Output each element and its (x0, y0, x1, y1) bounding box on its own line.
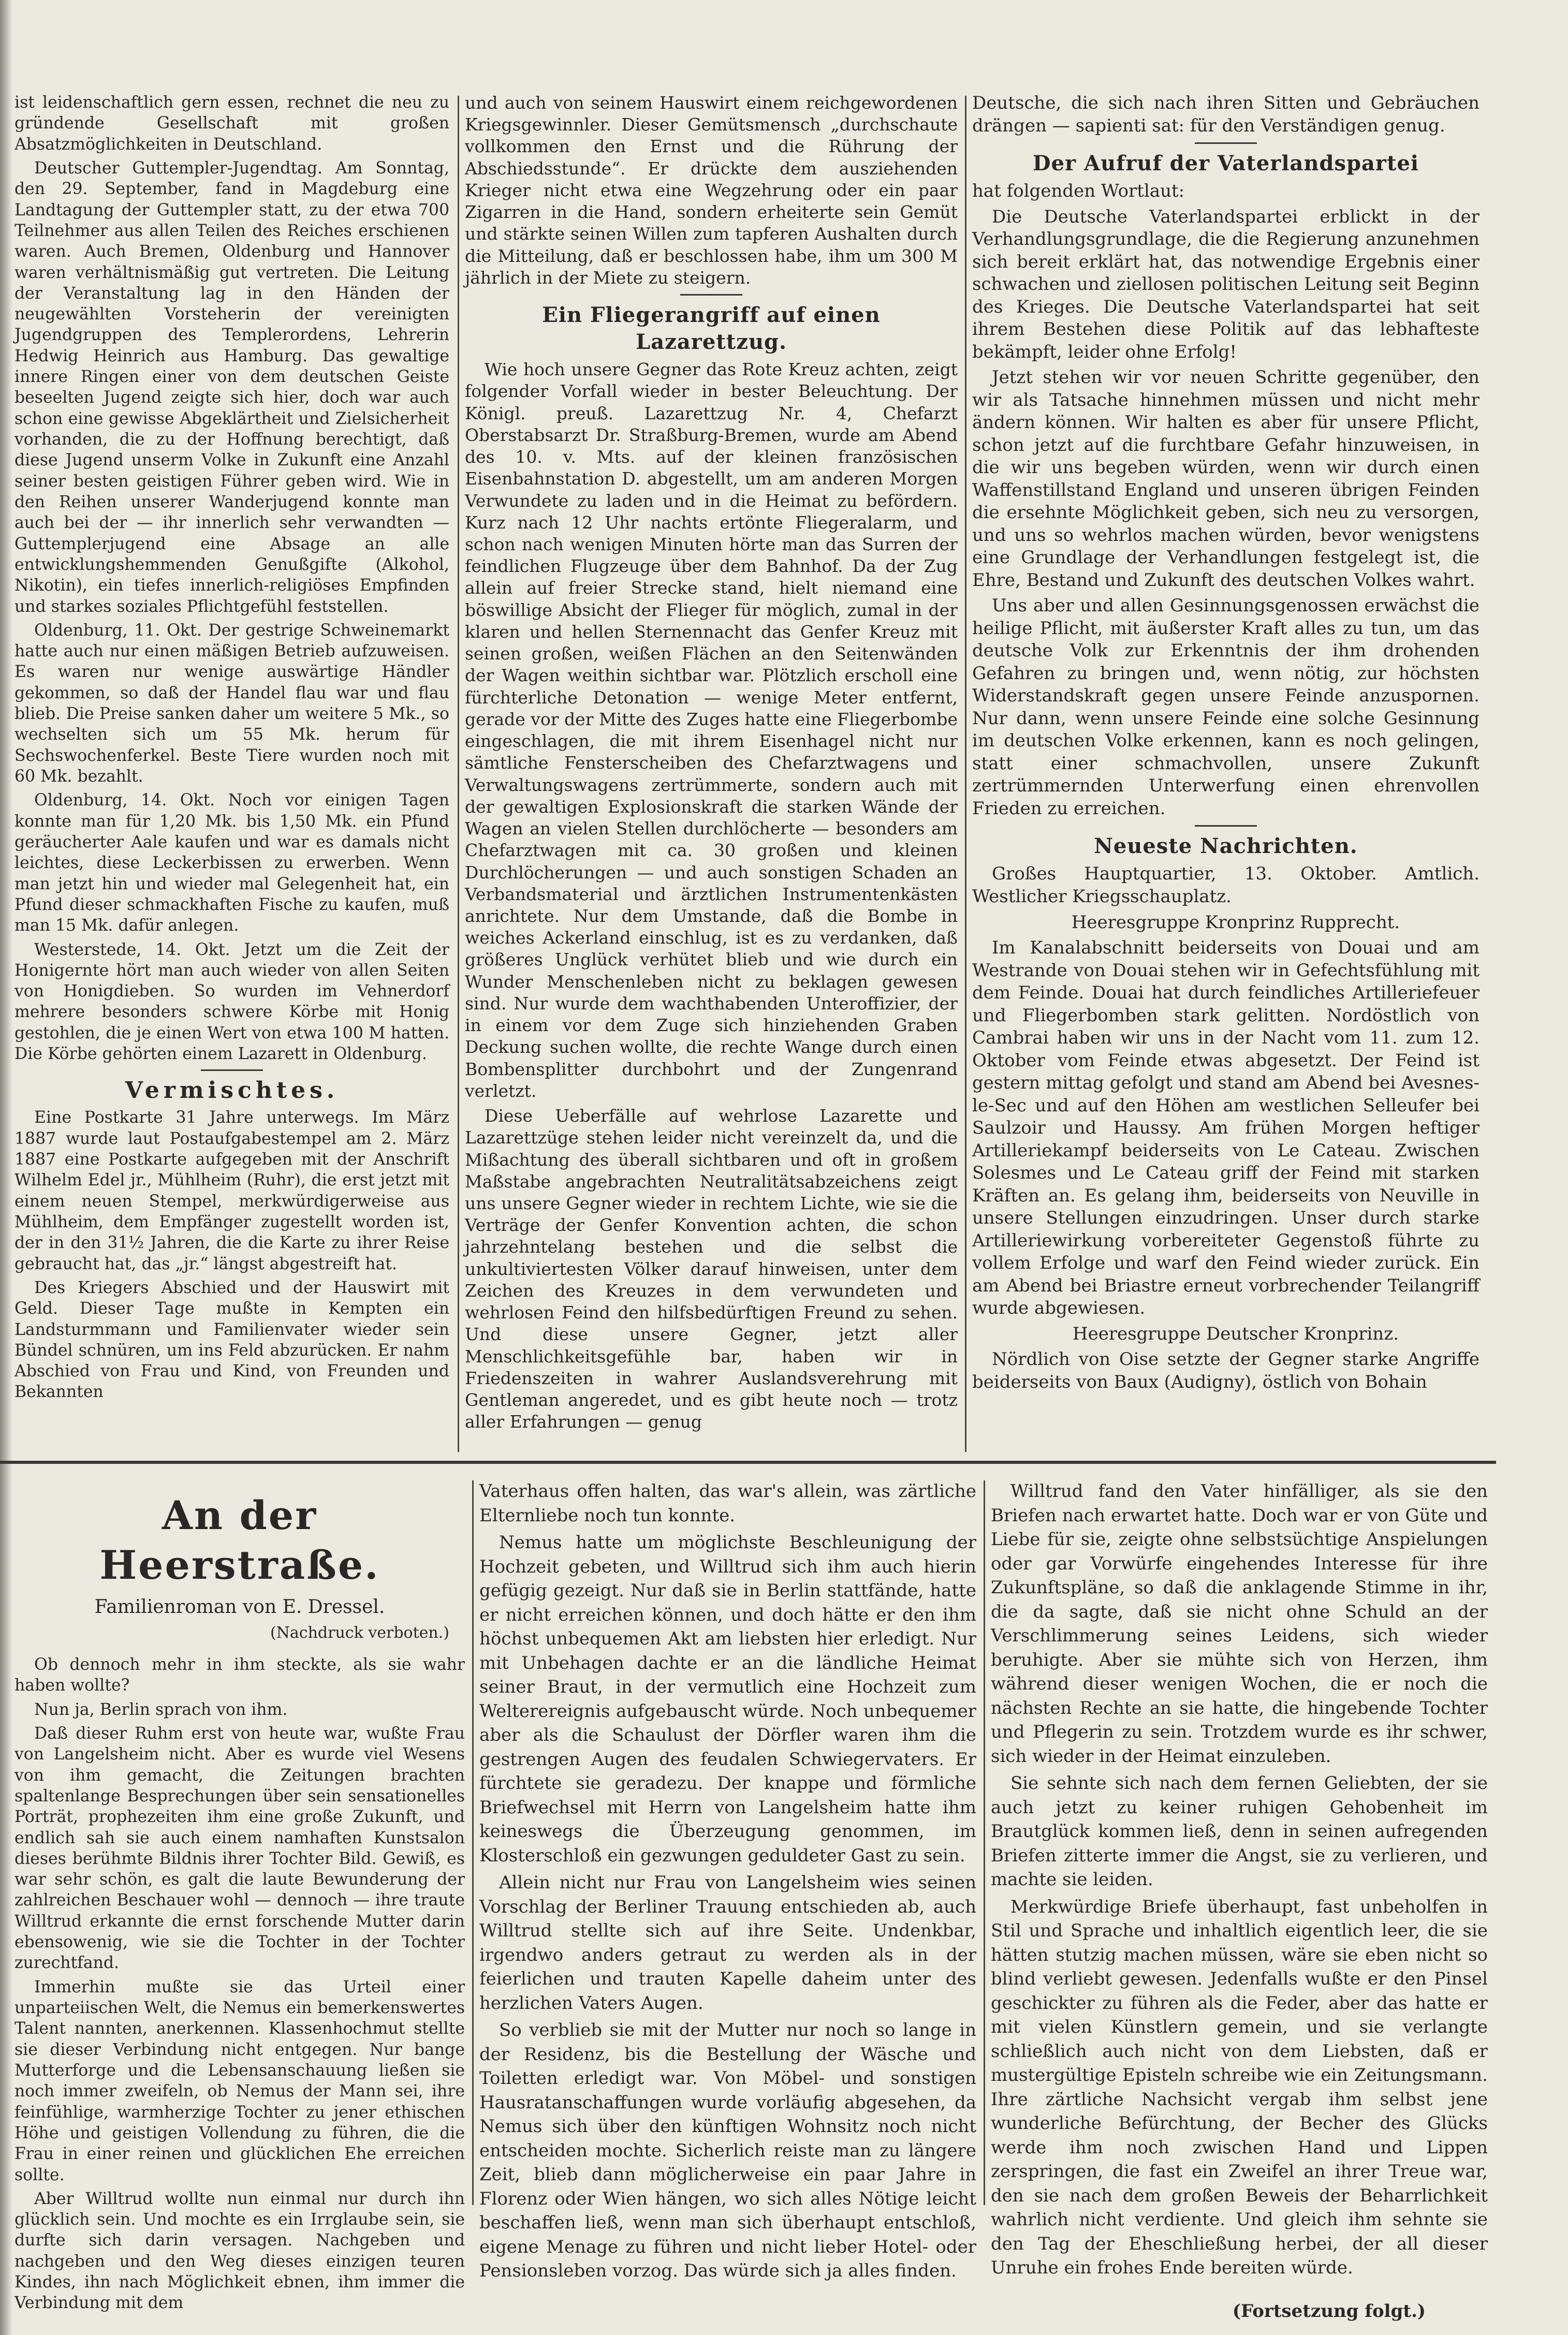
serial-column-3 (991, 1479, 1488, 2322)
column-rule (965, 96, 966, 1452)
article-paragraph: Daß dieser Ruhm erst von heute war, wußte Frau von Langelsheim nicht. Aber es wurde viel Wesens von ihm gemacht, die Zeitungen brachten spaltenlange Besprechungen über sein sensationelles Porträt, prophezeiten ihm eine große Zukunft, und endlich sah sie auch einem namhaften Kunstsalon dieses berühmte Bildnis ihrer Tochter Bild. Gewiß, es war sehr schön, es galt die laute Bewunderung der zahlreichen Beschauer wohl — dennoch — ihre traute Willtrud erkannte die ernst forschende Mutter darin ebensowenig, wie sie die Tochter in der Tochter zurechtfand. (14, 1724, 465, 1973)
continued-note: (Fortsetzung folgt.) (1232, 2300, 1426, 2322)
article-paragraph: Eine Postkarte 31 Jahre unterwegs. Im März 1887 wurde laut Postaufgabestempel am 2. März 1887 eine Postkarte aufgegeben mit der Anschrift Wilhelm Edel jr., Mühlheim (Ruhr), die erst jetzt mit einem neuen Stempel, merkwürdigerweise aus Mühlheim, dem Empfänger zugestellt worden ist, der in den 31½ Jahren, die die Karte zu ihrer Reise gebraucht hat, das „jr.“ längst abgestreift hat. (14, 1108, 449, 1273)
article-separator (1195, 825, 1257, 827)
upper-column-3 (972, 92, 1479, 1397)
article-paragraph: Oldenburg, 11. Okt. Der gestrige Schweinemarkt hatte auch nur einen mäßigen Betrieb aufzuweisen. Es waren nur wenige auswärtige Händler gekommen, so daß der Handel flau war und flau blieb. Die Preise sanken daher um weitere 5 Mk., so wechselten sich um 55 Mk. herum für Sechswochenferkel. Beste Tiere wurden noch mit 60 Mk. bezahlt. (14, 621, 449, 786)
article-paragraph: Die Deutsche Vaterlandspartei erblickt in der Verhandlungsgrundlage, die die Regierung anzunehmen sich bereit erklärt hat, das notwendige Ergebnis einer schwachen und ziellosen politischen Leitung seit Beginn des Krieges. Die Deutsche Vaterlandspartei hat seit ihrem Bestehen diese Politik auf das lebhafteste bekämpft, leider ohne Erfolg! (972, 206, 1479, 362)
article-paragraph: Aber Willtrud wollte nun einmal nur durch ihn glücklich sein. Und mochte es ein Irrglaube sein, sie durfte sich darin versagen. Nachgeben und nachgeben und den Weg dieses einzigen teuren Kindes, ihn nach Möglichkeit ebnen, ihm immer die Verbindung mit dem (14, 2189, 465, 2313)
reprint-note: (Nachdruck verboten.) (270, 1624, 449, 1642)
column-rule (984, 1480, 985, 2205)
article-paragraph: Im Kanalabschnitt beiderseits von Douai und am Westrande von Douai stehen wir in Gefechtsfühlung mit dem Feinde. Douai hat durch feindliches Artilleriefeuer und Fliegerbomben stark gelitten. Nordöstlich von Cambrai haben wir uns in der Nacht vom 11. zum 12. Oktober vom Feinde etwas abgesetzt. Der Feind ist gestern mittag gefolgt und stand am Abend bei Avesnes-le-Sec und auf den Höhen am westlichen Selleufer bei Saulzoir und Haussy. Am frühen Morgen heftiger Artilleriekampf beiderseits von Le Cateau. Zwischen Solesmes und Le Cateau griff der Feind mit starken Kräften an. Es gelang ihm, beiderseits von Neuville in unsere Stellungen einzudringen. Unser durch starke Artilleriewirkung vorbereiteter Gegenstoß führte zu vollem Erfolge und warf den Feind wieder zurück. Ein am Abend bei Briastre erneut vorbrechender Teilangriff wurde abgewiesen. (972, 937, 1479, 1319)
serial-subtitle: Familienroman von E. Dressel. (94, 1596, 385, 1618)
article-paragraph: Großes Hauptquartier, 13. Oktober. Amtlich. Westlicher Kriegsschauplatz. (972, 863, 1479, 907)
article-paragraph: Deutsche, die sich nach ihren Sitten und Gebräuchen drängen — sapienti sat: für den Verständigen genug. (972, 93, 1479, 136)
article-heading: Der Aufruf der Vaterlandspartei (1032, 151, 1419, 176)
article-paragraph: Jetzt stehen wir vor neuen Schritte gegenüber, den wir als Tatsache hinnehmen müssen und nicht mehr ändern können. Wir halten es aber für unsere Pflicht, schon jetzt auf die furchtbare Gefahr hinzuweisen, in die wir uns begeben würden, wenn wir durch einen Waffenstillstand England und unseren übrigen Feinden die ersehnte Möglichkeit geben, sich neu zu versorgen, und uns so wehrlos machen würden, bevor wenigstens eine Grundlage der Verhandlungen festgelegt ist, die Ehre, Bestand und Zukunft des deutschen Volkes wahrt. (972, 367, 1479, 591)
article-paragraph: Heeresgruppe Deutscher Kronprinz. (1072, 1323, 1399, 1344)
upper-column-2 (465, 92, 958, 1436)
article-separator (680, 294, 742, 296)
article-paragraph: Heeresgruppe Kronprinz Rupprecht. (1071, 912, 1400, 933)
column-rule (458, 96, 459, 1452)
article-paragraph: Ob dennoch mehr in ihm steckte, als sie wahr haben wollte? (14, 1655, 465, 1695)
article-paragraph: Westerstede, 14. Okt. Jetzt um die Zeit der Honigernte hört man auch wieder von allen Seiten von Honigdieben. So wurden im Vehnerdorf mehrere besonders schwere Körbe mit Honig gestohlen, die je einen Wert von etwa 100 M hatten. Die Körbe gehörten einem Lazarett in Oldenburg. (14, 940, 449, 1064)
article-separator (1195, 142, 1257, 144)
article-paragraph: Diese Ueberfälle auf wehrlose Lazarette und Lazarettzüge stehen leider nicht vereinzelt da, und die Mißachtung des überall sichtbaren und oft in großem Maßstabe angebrachten Neutralitätsabzeichens zeigt uns unsere Gegner wieder in rechtem Lichte, wie sie die Verträge der Genfer Konvention achten, die schon jahrzehntelang bestehen und die selbst die unkultiviertesten Völker darauf hinweisen, unter dem Zeichen des Kreuzes in dem verwundeten und wehrlosen Feind den hilfsbedürftigen Freund zu sehen. Und diese unsere Gegner, jetzt aller Menschlichkeitsgefühle bar, haben wir in Friedenszeiten in wahrer Auslandsverehrung mit Gentleman angeredet, und es gibt heute noch — trotz aller Erfahrungen — genug (465, 1106, 958, 1432)
article-paragraph: Des Kriegers Abschied und der Hauswirt mit Geld. Dieser Tage mußte in Kempten ein Landsturmmann und Familienvater wieder sein Bündel schnüren, um ins Feld abzurücken. Er nahm Abschied von Frau und Kind, von Freunden und Bekannten (14, 1278, 449, 1402)
section-divider (0, 1461, 1496, 1464)
article-paragraph: und auch von seinem Hauswirt einem reichgewordenen Kriegsgewinnler. Dieser Gemütsmensch „durchschaute vollkommen den Ernst und die Rührung der Abschiedsstunde“. Er drückte dem ausziehenden Krieger nicht etwa eine Wegzehrung oder ein paar Zigarren in die Hand, sondern erheiterte sein Gemüt und stärkte seinen Willen zum tapferen Aushalten durch die Mitteilung, daß er beschlossen habe, ihm um 300 M jährlich in der Miete zu steigern. (465, 93, 958, 288)
article-paragraph: Wie hoch unsere Gegner das Rote Kreuz achten, zeigt folgender Vorfall wieder in bester Beleuchtung. Der Königl. preuß. Lazarettzug Nr. 4, Chefarzt Oberstabsarzt Dr. Straßburg-Bremen, wurde am Abend des 10. v. Mts. auf der kleinen französischen Eisenbahnstation D. abgestellt, um am anderen Morgen Verwundete zu laden und in die Heimat zu befördern. Kurz nach 12 Uhr nachts ertönte Fliegeralarm, und schon nach wenigen Minuten hörte man das Surren der feindlichen Flugzeuge über dem Bahnhof. Da der Zug allein auf freier Strecke stand, hielt niemand eine böswillige Absicht der Flieger für möglich, zumal in der klaren und hellen Sternennacht das Genfer Kreuz mit seinen großen, weißen Flächen an den Seitenwänden der Wagen weithin sichtbar war. Plötzlich erscholl eine fürchterliche Detonation — wenige Meter entfernt, gerade vor der Mitte des Zuges hatte eine Fliegerbombe eingeschlagen, die mit ihrem Eisenhagel nicht nur sämtliche Fensterscheiben des Chefarztwagens und Verwaltungswagens zertrümmerte, sondern auch mit der gewaltigen Explosionskraft die starken Wände der Wagen an vielen Stellen durchlöcherte — besonders am Chefarztwagen mit ca. 30 großen und kleinen Durchlöcherungen — und auch sonstigen Schaden an Verbandsmaterial und ärztlichen Instrumentenkästen anrichtete. Nur dem Umstande, daß die Bombe in weiches Ackerland einschlug, ist es zu verdanken, daß größeres Unglück verhütet blieb und wie durch ein Wunder Menschenleben nicht zu beklagen gewesen sind. Nur wurde dem wachthabenden Unteroffizier, der in einem vor dem Zuge sich hinziehenden Graben Deckung suchen wollte, die rechte Wange durch einen Bombensplitter durchbohrt und der Zungenrand verletzt. (465, 359, 958, 1101)
article-paragraph: Vaterhaus offen halten, das war's allein, was zärtliche Elternliebe noch tun konnte. (479, 1481, 976, 1526)
article-paragraph: ist leidenschaftlich gern essen, rechnet die neu zu gründende Gesellschaft mit großen Absatzmöglichkeiten in Deutschland. (14, 93, 449, 154)
article-paragraph: Deutscher Guttempler-Jugendtag. Am Sonntag, den 29. September, fand in Magdeburg eine Landtagung der Guttempler statt, zu der etwa 700 Teilnehmer aus allen Teilen des Reiches erschienen waren. Auch Bremen, Oldenburg und Hannover waren verhältnismäßig gut vertreten. Die Leitung der Veranstaltung lag in den Händen der neugewählten Vorsteherin der vereinigten Jugendgruppen des Templerordens, Lehrerin Hedwig Heinrich aus Hamburg. Das gewaltige innere Ringen einer von dem deutschen Geiste beseelten Jugend zeigte sich hier, doch war auch schon eine gewisse Abgeklärtheit und Zielsicherheit vorhanden, die zu der Hoffnung berechtigt, daß diese Jugend unserm Volke in Zukunft eine Anzahl seiner besten geistigen Führer geben wird. Wie in den Reihen unserer Wanderjugend konnte man auch bei der — ihr innerlich sehr verwandten — Guttemplerjugend eine Absage an alle entwicklungshemmenden Genußgifte (Alkohol, Nikotin), ein tiefes innerlich-religiöses Empfinden und starkes soziales Pflichtgefühl feststellen. (14, 158, 449, 616)
article-paragraph: hat folgenden Wortlaut: (972, 181, 1185, 202)
article-paragraph: Merkwürdige Briefe überhaupt, fast unbeholfen in Stil und Sprache und inhaltlich eigentlich leer, die sie hätten stutzig machen müssen, wäre sie eben nicht so blind verliebt gewesen. Jedenfalls wußte er den Pinsel geschickter zu führen als die Feder, aber das hatte er mit vielen Künstlern gemein, und sie verlangte schließlich auch nicht von dem Liebsten, daß er mustergültige Episteln schreibe wie ein Zeitungsmann. Ihre zärtliche Nachsicht vergab ihm selbst jene wunderliche Befürchtung, der Becher des Glücks werde ihm noch zwischen Hand und Lippen zerspringen, die fast ein Zweifel an ihrer Treue war, den sie nach dem großen Beweis der Beharrlichkeit wahrlich nicht verdiente. Und gleich ihm sehnte sie den Tag der Eheschließung herbei, der all dieser Unruhe ein frohes Ende bereiten würde. (991, 1896, 1488, 2278)
column-rule (472, 1480, 474, 2205)
article-paragraph: Uns aber und allen Gesinnungsgenossen erwächst die heilige Pflicht, mit äußerster Kraft alles zu tun, um das deutsche Volk zur Erkenntnis der ihm drohenden Gefahren zu bringen und, wenn nötig, zur höchsten Widerstandskraft gegen unsere Feinde anzuspornen. Nur dann, wenn unsere Feinde eine solche Gesinnung im deutschen Volke erkennen, kann es noch gelingen, statt einer schmachvollen, unsere Zukunft zertrümmernden Unterwerfung einen ehrenvollen Frieden zu erreichen. (972, 595, 1479, 819)
article-paragraph: So verblieb sie mit der Mutter nur noch so lange in der Residenz, bis die Bestellung der Wäsche und Toiletten erledigt war. Von Möbel- und sonstigen Hausratanschaffungen wurde vorläufig abgesehen, da Nemus sich über den künftigen Wohnsitz noch nicht entscheiden mochte. Sicherlich reiste man zu längere Zeit, blieb dann möglicherweise ein paar Jahre in Florenz oder Wien hängen, wo sich alles Nötige leicht beschaffen ließ, wenn man sich überhaupt entschloß, eigene Menage zu führen und nicht lieber Hotel- oder Pensionsleben vorzog. Das würde sich ja alles finden. (479, 2020, 976, 2281)
serial-column-1 (14, 1480, 465, 2317)
upper-column-1 (14, 92, 449, 1406)
article-paragraph: Nemus hatte um möglichste Beschleunigung der Hochzeit gebeten, und Willtrud sich ihm auch hierin gefügig gezeigt. Nur daß sie in Berlin stattfände, hatte er nicht erreichen können, und doch hätte er den ihm höchst unbequemen Akt am liebsten hier erledigt. Nur mit Unbehagen dachte er an die ländliche Heimat seiner Braut, in der vermutlich eine Hochzeit zum Welterereignis aufgebauscht würde. Noch unbequemer aber als die Schaulust der Dörfler waren ihm die gestrengen Augen des feudalen Schwiegervaters. Er fürchtete sie geradezu. Der knappe und förmliche Briefwechsel mit Herrn von Langelsheim hatte ihm keineswegs die Überzeugung genommen, im Klosterschloß ein gezwungen geduldeter Gast zu sein. (479, 1532, 976, 1866)
article-paragraph: Oldenburg, 14. Okt. Noch vor einigen Tagen konnte man für 1,20 Mk. bis 1,50 Mk. ein Pfund geräucherter Aale kaufen und war es damals nicht leichtes, diese Leckerbissen zu erwerben. Wenn man jetzt hin und wieder mal Gelegenheit hat, ein Pfund dieser schmackhaften Fische zu kaufen, muß man 15 Mk. dafür anlegen. (14, 791, 449, 935)
article-paragraph: Nördlich von Oise setzte der Gegner starke Angriffe beiderseits von Baux (Audigny), östlich von Bohain (972, 1349, 1479, 1392)
article-heading: Neueste Nachrichten. (1094, 834, 1358, 859)
page-edge-shadow (0, 0, 12, 2335)
article-paragraph: Sie sehnte sich nach dem fernen Geliebten, der sie auch jetzt zu keiner ruhigen Gehobenheit im Brautglück kommen ließ, denn in seinen aufregenden Briefen zitterte immer die Angst, sie zu verlieren, und machte sie leiden. (991, 1773, 1488, 1890)
serial-title: An der Heerstraße. (99, 1492, 380, 1588)
serial-column-2 (479, 1479, 976, 2286)
article-paragraph: Immerhin mußte sie das Urteil einer unparteiischen Welt, die Nemus ein bemerkenswertes Talent nannten, anerkennen. Klassenhochmut stellte sie dieser Verbindung nicht entgegen. Nur bange Mutterforge und die Lebensanschauung ließen sie noch immer zweifeln, ob Nemus der Mann sei, ihre feinfühlige, warmherzige Tochter zu jener ethischen Höhe und geistigen Vollendung zu führen, die die Frau in einer reinen und glücklichen Ehe erreichen sollte. (14, 1977, 465, 2184)
article-paragraph: Willtrud fand den Vater hinfälliger, als sie den Briefen nach erwartet hatte. Doch war er von Güte und Liebe für sie, zeigte ohne selbstsüchtige Anspielungen oder gar Vorwürfe eingehendes Interesse für ihre Zukunftspläne, so daß die anklagende Stimme in ihr, die da sagte, daß sie nicht ohne Schuld an der Verschlimmerung seines Leidens, sich wieder beruhigte. Aber sie mühte sich von Herzen, ihm während dieser wenigen Wochen, die er noch die nächsten Rechte an sie hatte, die hingebende Tochter und Pflegerin zu sein. Trotzdem wurde es ihr schwer, sich wieder in der Heimat einzuleben. (991, 1481, 1488, 1767)
article-heading: Vermischtes. (125, 1077, 339, 1104)
article-paragraph: Nun ja, Berlin sprach von ihm. (34, 1700, 288, 1719)
article-heading: Ein Fliegerangriff auf einen Lazarettzug. (542, 303, 881, 355)
article-paragraph: Allein nicht nur Frau von Langelsheim wies seinen Vorschlag der Berliner Trauung entschieden ab, auch Willtrud stellte sich auf ihre Seite. Undenkbar, irgendwo anders getraut zu werden als in der feierlichen und trauten Kapelle daheim unter des herzlichen Vaters Augen. (479, 1872, 976, 2014)
article-separator (201, 1069, 263, 1071)
